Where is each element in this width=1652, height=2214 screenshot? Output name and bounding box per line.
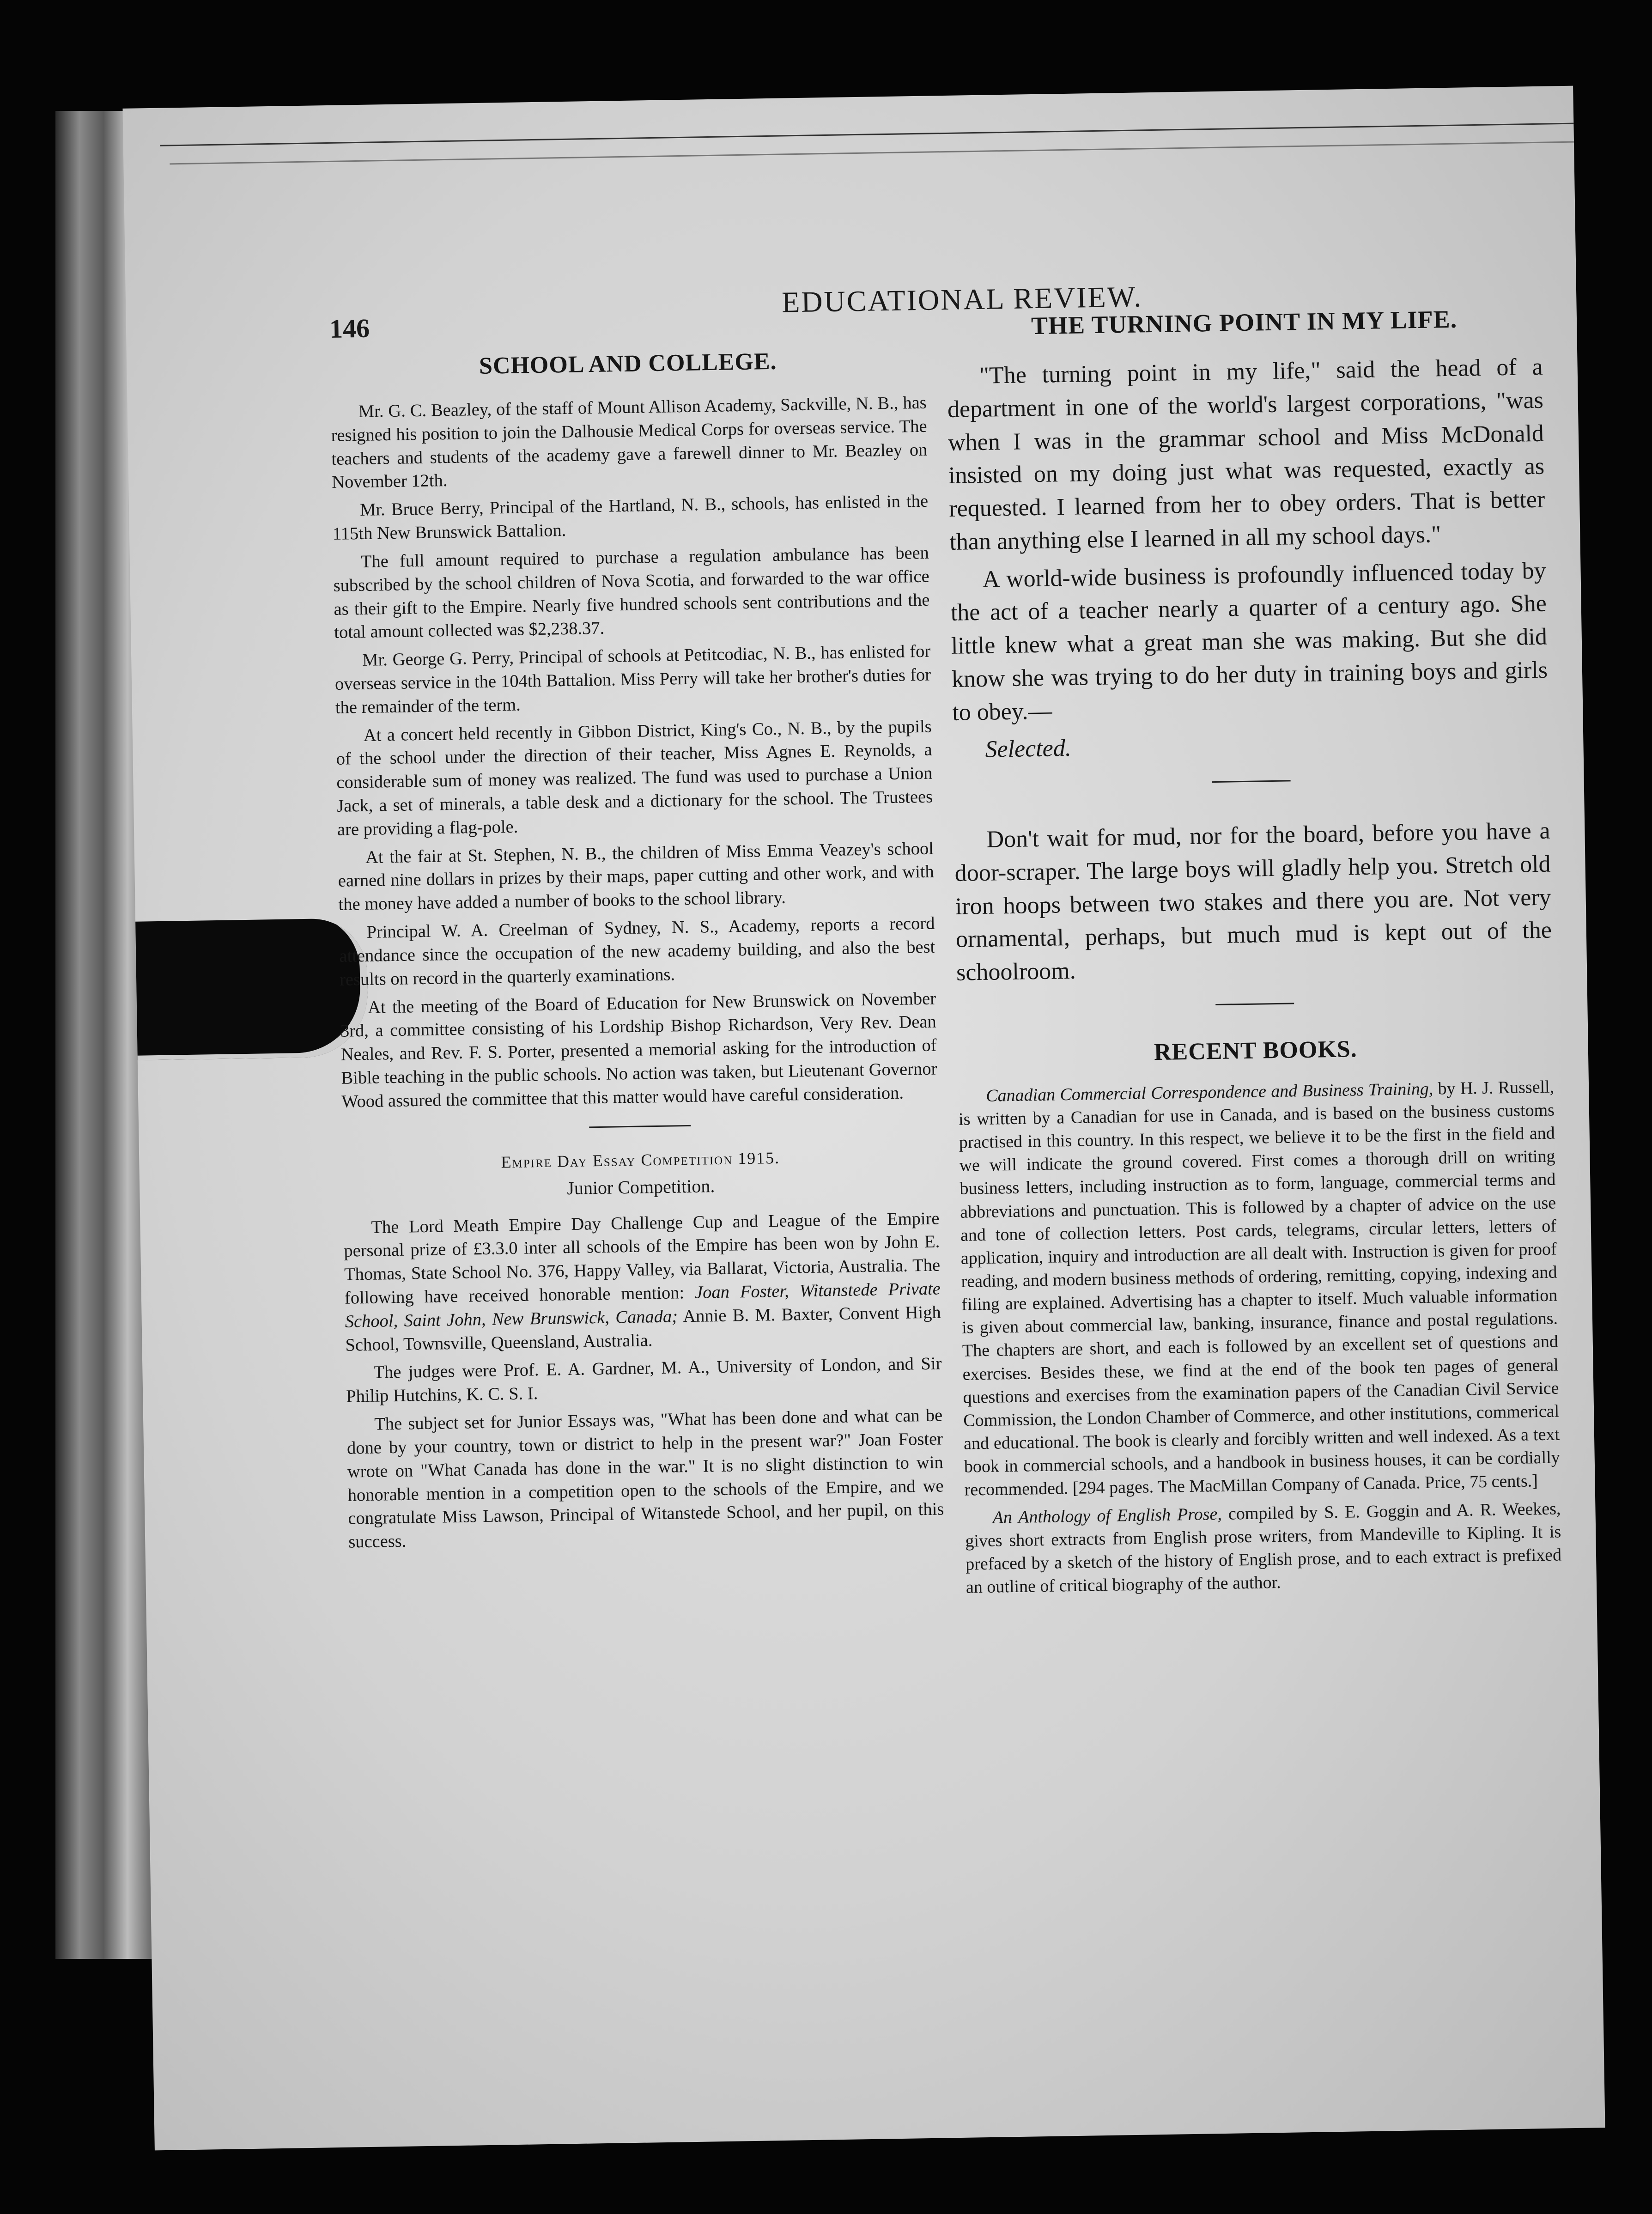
essay-competition-heading: Empire Day Essay Competition 1915. xyxy=(501,1148,780,1171)
essay-text: Annie B. M. Baxter, Convent High School, Townsville, Queensland, Australia. xyxy=(345,1302,941,1355)
school-and-college-heading: SCHOOL AND COLLEGE. xyxy=(479,348,777,379)
news-paragraph: Mr. George G. Perry, Principal of schools at Petitcodiac, N. B., has enlisted for overseas service in the 104th Battalion. Miss Perry will take her brother's duties for the remainder of the term. xyxy=(334,641,931,718)
book-review-text: by H. J. Russell, is written by a Canadian for use in Canada, and is based on the business customs practised in this country. In this respect, we believe it to be the first in the field and we will indicate the ground covered. First comes a thorough drill on writing business letters, including instruction as to form, language, commercial terms and abbreviations and punctuation. This is followed by a chapter of advice on the use and tone of collection letters. Post cards, telegrams, circular letters, letters of application, inquiry and introduction are all dealt with. Instruction is given for proof reading, and modern business methods of ordering, remitting, copying, indexing and filing are explained. Advertising has a chapter to itself. Much valuable information is given about commercial law, banking, insurance, finance and postal regulations. The chapters are short, and each is followed by an excellent set of questions and exercises. Besides these, we find at the end of the book ten pages of general questions and exercises from the examination papers of the Canadian Civil Service Commission, the London Chamber of Commerce, and other institutions, commerical and educational. The book is clearly and forcibly written and well indexed. As a text book in commercial schools, and a handbook in business houses, it can be cordially recommended. [294 pages. The MacMillan Company of Canada. Price, 75 cents.] xyxy=(958,1077,1561,1500)
essay-paragraph xyxy=(343,1207,941,1357)
news-paragraph: Mr. G. C. Beazley, of the staff of Mount Allison Academy, Sackville, N. B., has resigned his position to join the Dalhousie Medical Corps for overseas service. The teachers and students of the academy gave a farewell dinner to Mr. Beazley on November 12th. xyxy=(331,393,928,493)
book-title: An Anthology of English Prose, xyxy=(992,1504,1222,1527)
news-paragraph: At a concert held recently in Gibbon District, King's Co., N. B., by the pupils of the school under the direction of their teacher, Miss Agnes E. Reynolds, a considerable sum of money was realized. The fund was used to purchase a Union Jack, a set of minerals, a table desk and a dictionary for the school. The Trustees are providing a flag-pole. xyxy=(336,717,933,839)
selected-credit: Selected. xyxy=(985,735,1072,763)
page-top-edge xyxy=(160,123,1574,146)
turning-point-paragraph: A world-wide business is profoundly influenced today by the act of a teacher nearly a quarter of a century ago. She little knew what a great man she was making. But she did know she was trying to do her duty in training boys and girls to obey.— xyxy=(950,557,1548,726)
book-review xyxy=(958,1075,1561,1502)
section-divider xyxy=(1215,1003,1294,1005)
news-paragraph: Mr. Bruce Berry, Principal of the Hartland, N. B., schools, has enlisted in the 115th New Brunswick Battalion. xyxy=(332,491,929,544)
essay-paragraph: The subject set for Junior Essays was, "What has been done and what can be done by your country, town or district to help in the present war?" Joan Foster wrote on "What Canada has done in the war." It is no slight distinction to win honorable mention in a competition open to the schools of the Empire, and we congratulate Miss Lawson, Principal of Witanstede School, and her pupil, on this success. xyxy=(346,1405,944,1552)
section-divider xyxy=(1212,780,1291,783)
essay-italic-text: Joan Foster, Witanstede Private School, Saint John, New Brunswick, Canada; xyxy=(345,1279,941,1332)
news-paragraph: The full amount required to purchase a regulation ambulance has been subscribed by the school children of Nova Scotia, and forwarded to the war office as their gift to the Empire. Nearly five hundred schools sent contributions and the total amount collected was $2,238.37. xyxy=(333,543,930,643)
door-scraper-paragraph: Don't wait for mud, nor for the board, before you have a door-scraper. The large boys will gladly help you. Stretch old iron hoops between two stakes and there you are. Not very ornamental, perhaps, but much mud is kept out of the schoolroom. xyxy=(954,817,1552,986)
recent-books-heading: RECENT BOOKS. xyxy=(1154,1035,1358,1065)
essay-text: The Lord Meath Empire Day Challenge Cup and League of the Empire personal prize of £3.3.0 inter all schools of the Empire has been won by John E. Thomas, State School No. 376, Happy Valley, via Ballarat, Victoria, Australia. The following have received honorable mention: xyxy=(344,1209,941,1308)
book-review-text: compiled by S. E. Goggin and A. R. Weekes, gives short extracts from English prose writers, from Mandeville to Kipling. It is prefaced by a sketch of the history of English prose, and to each extract is prefixed an outline of critical biography of the author. xyxy=(965,1498,1562,1597)
news-paragraph: At the fair at St. Stephen, N. B., the children of Miss Emma Veazey's school earned nine dollars in prizes by their maps, paper cutting and other work, and with the money have added a number of books to the school library. xyxy=(338,839,934,915)
book-review xyxy=(965,1497,1562,1599)
book-title: Canadian Commercial Correspondence and Business Training, xyxy=(985,1079,1433,1106)
news-paragraph: At the meeting of the Board of Education for New Brunswick on November 3rd, a committee consisting of his Lordship Bishop Richardson, Very Rev. Dean Neales, and Rev. F. S. Porter, presented a memorial asking for the introduction of Bible teaching in the public schools. No action was taken, but Lieutenant Governor Wood assured the committee that this matter would have careful consideration. xyxy=(340,989,937,1112)
book-page xyxy=(122,86,1605,2151)
news-paragraph: Principal W. A. Creelman of Sydney, N. S., Academy, reports a record attendance since the occupation of the new academy building, and also the best results on record in the quarterly examinations. xyxy=(339,913,935,990)
running-title: EDUCATIONAL REVIEW. xyxy=(781,280,1143,319)
page-number: 146 xyxy=(329,313,370,344)
essay-paragraph: The judges were Prof. E. A. Gardner, M. A., University of London, and Sir Philip Hutchins, K. C. S. I. xyxy=(346,1354,942,1406)
turning-point-heading: THE TURNING POINT IN MY LIFE. xyxy=(1031,305,1458,340)
turning-point-paragraph: "The turning point in my life," said the head of a department in one of the world's largest corporations, "was when I was in the grammar school and Miss McDonald insisted on my doing just what was requested, exactly as requested. I learned from her to obey orders. That is better than anything else I learned in all my school days." xyxy=(947,353,1545,555)
section-divider xyxy=(589,1125,691,1127)
right-column xyxy=(946,304,1562,1604)
junior-competition-subheading: Junior Competition. xyxy=(566,1175,715,1198)
left-column xyxy=(330,346,945,1559)
page-top-edge-2 xyxy=(170,141,1574,165)
binder-clip xyxy=(135,918,369,1060)
